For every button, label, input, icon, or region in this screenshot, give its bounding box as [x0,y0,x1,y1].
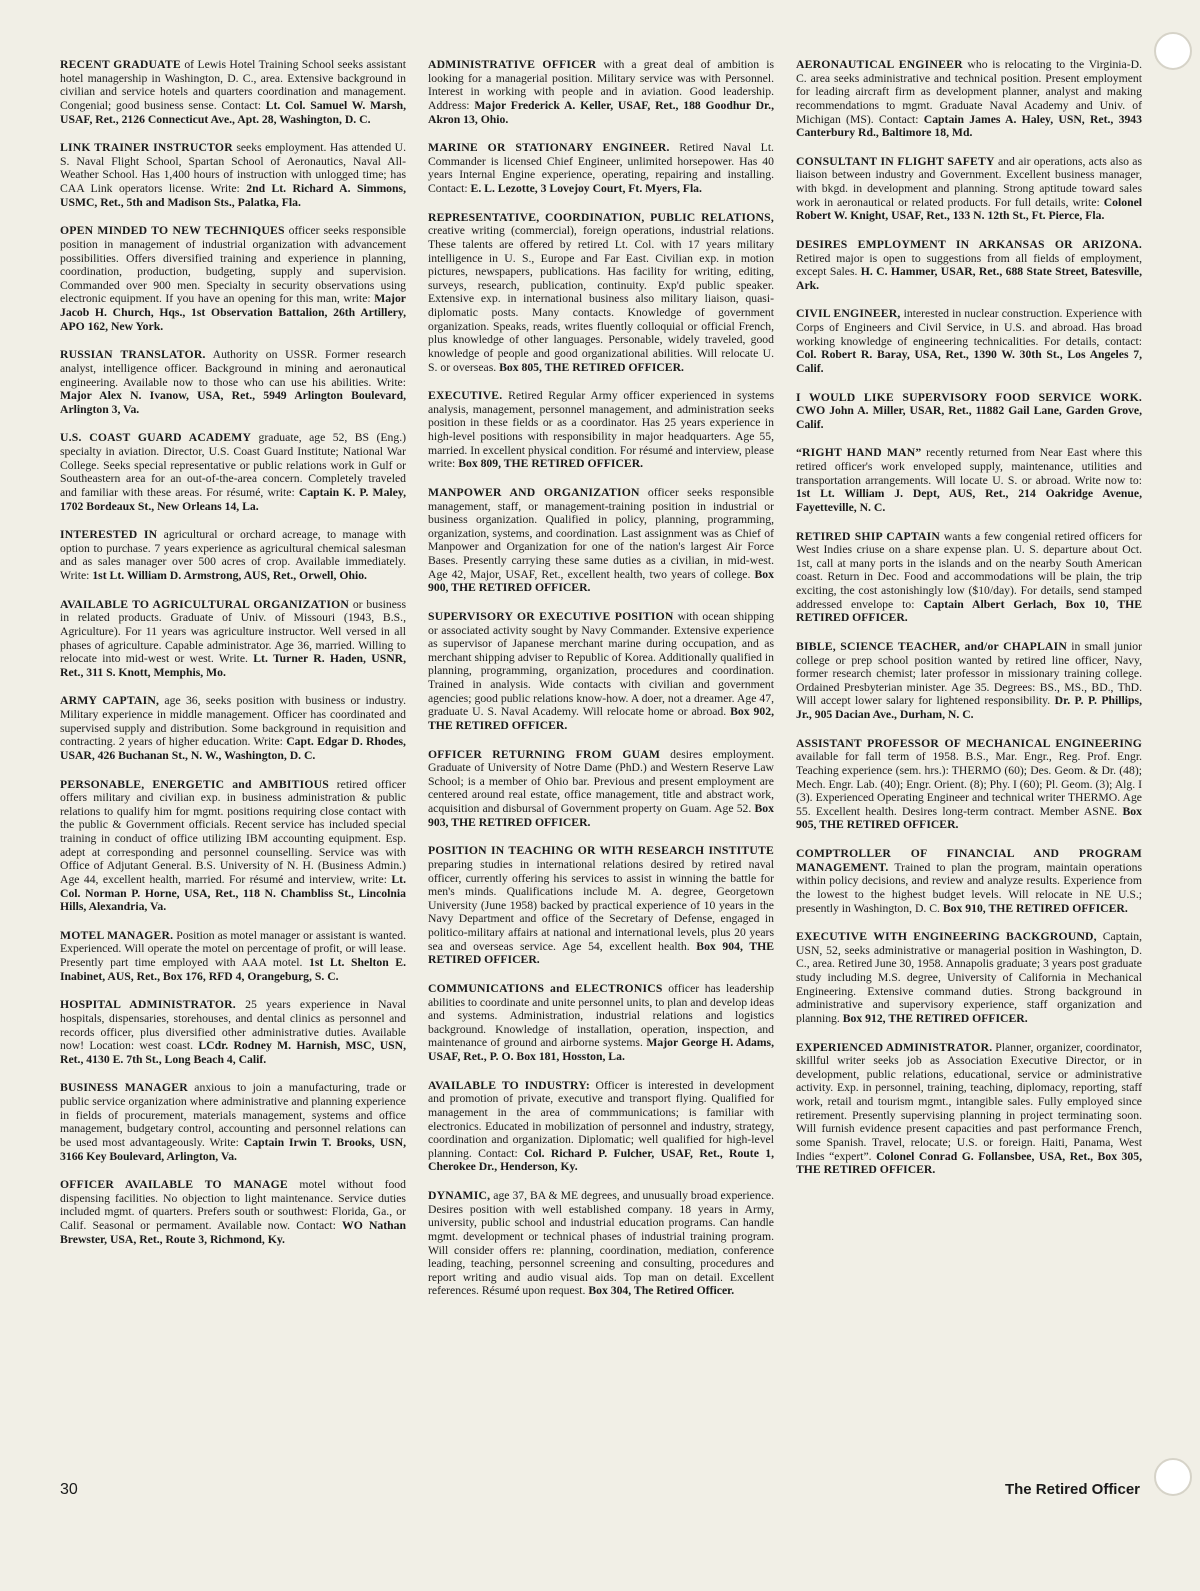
classified-ad [428,58,774,126]
ad-body: interested in nuclear construction. Experience with Corps of Engineers and Civil Service, in U.S. and abroad. Has broad working knowledge of engineering technicalities. For details, contact: [796,307,1142,348]
ad-body: motel without food dispensing facilities. No objection to light maintenance. Service duties included mgmt. of quarters. Prefers south or southwest: Florida, Ga., or Calif. Seasonal or permament. Available now. Contact: [60,1178,406,1232]
ad-body: available for fall term of 1958. B.S., Mar. Engr., Reg. Prof. Engr. Teaching experience (sem. hrs.): THERMO (60); Des. Geom. & Dr. (48); Mech. Engr. Lab. (40); Engr. Orient. (8); Phy. I (60); Pl. Geom. (3); Alg. I (3). Experienced Operating Engineer and technical writer THERMO. Age 55. Excellent health. Desires long-term contract. Member ASNE. [796,750,1142,818]
ad-body: with ocean shipping or associated activity sought by Navy Commander. Extensive experience as supervisor of Japanese merchant marine during occupation, and as merchant shipping adviser to Republic of Korea. Additionally qualified in planning, programming, organization, procedures and coordination. Trained in analysis. Wide contacts with civilian and government agencies; good public relations know-how. A doer, not a dreamer. Age 47, graduate U. S. Naval Academy. Will relocate home or abroad. [428,609,774,719]
classified-ad [796,238,1142,293]
ad-heading: RUSSIAN TRANSLATOR. [60,348,206,362]
classified-ad [60,1081,406,1163]
classified-ad [796,930,1142,1025]
ad-contact: Captain K. P. Maley, 1702 Bordeaux St., New Orleans 14, La. [60,485,406,513]
punch-hole-bottom [1154,1458,1192,1496]
classified-ad [428,982,774,1064]
classified-ad [796,530,1142,625]
ad-contact: Box 304, The Retired Officer. [588,1284,735,1298]
ad-contact: LCdr. Rodney M. Harnish, MSC, USN, Ret., 4130 E. 7th St., Long Beach 4, Calif. [60,1039,406,1066]
classified-ad [796,391,1142,432]
ad-contact: 1st Lt. William J. Dept, AUS, Ret., 214 Oakridge Avenue, Fayetteville, N. C. [796,487,1142,514]
classified-ad [796,58,1142,140]
ad-contact: Box 910, THE RETIRED OFFICER. [942,901,1128,915]
ad-heading: “RIGHT HAND MAN” [796,446,922,460]
classified-ad [796,737,1142,832]
classified-ad [60,598,406,680]
ad-heading: RECENT GRADUATE [60,58,181,71]
ad-heading: LINK TRAINER INSTRUCTOR [60,141,233,155]
ad-body: Officer is interested in development and promotion of private, executive and transport flying. Qualified for management in the area of commmunications; is familiar with electronics. Educated in mobilization of personnel and industry, strategy, coordination and organization. Diplomatic; well qualified for high-level planning. Contact: [428,1078,774,1160]
page-footer [60,1481,1140,1499]
ad-heading: I WOULD LIKE SUPERVISORY FOOD SERVICE WORK. [796,390,1142,404]
ad-body: seeks employment. Has attended U. S. Naval Flight School, Spartan School of Aeronautics, Naval All-Weather School. Has 1,400 hours of instruction with unlogged time; has CAA Link operators license. Write: [60,141,406,195]
ad-heading: AVAILABLE TO AGRICULTURAL ORGANIZATION [60,597,350,611]
ad-body: Retired Naval Lt. Commander is licensed Chief Engineer, unlimited horsepower. Has 40 years Internal Engine experience, operating, repairing and installing. Contact: [428,141,774,195]
punch-hole-top [1154,32,1192,70]
classified-ad [60,141,406,209]
ad-body: officer has leadership abilities to coordinate and unite personnel units, to plan and develop ideas and systems. Administration, industrial relations and logistics background. Knowledge of installation, operation, inspection, and maintenance of ground and airborne systems. [428,981,774,1050]
classified-columns [60,58,1142,1498]
classified-ad [60,431,406,513]
ad-body: in small junior college or prep school position wanted by retired line officer, Navy, former research chemist; later professor in missionary training college. Ordained Presbyterian minister. Age 35. Degrees: BS., MS., BD., ThD. Will accept lower salary for lightened responsibility. [796,639,1142,708]
ad-heading: CONSULTANT IN FLIGHT SAFETY [796,154,995,168]
ad-body: retired officer offers military and civilian exp. in business administration & public relations to qualify him for mgmt. positions requiring close contact with the public & Government officials. Recent service has included special training in conduct of office utilizing IBM accounting equipment. Esp. adept at corresponding and personnel counselling. Service was with Office of Adjutant General. B.S. University of N. H. (Business Admin.) Age 44, excellent health, married. For résumé and interview, write: [60,777,406,886]
ad-heading: EXECUTIVE. [428,389,503,403]
ad-contact: Lt. Turner R. Haden, USNR, Ret., 311 S. Knott, Memphis, Mo. [60,652,406,679]
ad-heading: SUPERVISORY OR EXECUTIVE POSITION [428,609,674,623]
classified-ad [796,155,1142,223]
ad-contact: H. C. Hammer, USAR, Ret., 688 State Street, Batesville, Ark. [796,265,1142,292]
ad-heading: BIBLE, SCIENCE TEACHER, and/or CHAPLAIN [796,639,1068,653]
ad-body: age 37, BA & ME degrees, and unusually broad experience. Desires position with well established company. 18 years in Army, university, public school and industrial education programs. Can handle mgmt. development or technical phases of industrial training program. Will consider offers re: planning, coordination, mediation, conference leading, teaching, personnel screening and consulting, procedures and report writing and audio visual aids. Top man on detail. Excellent references. Résumé upon request. [428,1189,774,1298]
ad-contact: Colonel Conrad G. Follansbee, USA, Ret., Box 305, THE RETIRED OFFICER. [796,1149,1142,1177]
ad-contact: 1st Lt. William D. Armstrong, AUS, Ret., Orwell, Ohio. [92,569,367,582]
ad-contact: WO Nathan Brewster, USA, Ret., Route 3, Richmond, Ky. [60,1219,406,1246]
ad-contact: Captain James A. Haley, USN, Ret., 3943 Canterbury Rd., Baltimore 18, Md. [796,112,1142,140]
ad-contact: CWO John A. Miller, USAR, Ret., 11882 Gail Lane, Garden Grove, Calif. [796,404,1142,431]
column-left [60,58,406,1498]
ad-heading: EXECUTIVE WITH ENGINEERING BACKGROUND, [796,930,1097,944]
classified-ad [428,141,774,196]
ad-heading: AERONAUTICAL ENGINEER [796,58,963,71]
ad-heading: ASSISTANT PROFESSOR OF MECHANICAL ENGINEERING [796,736,1142,750]
ad-body: officer seeks responsible management, staff, or management-training position in industrial or business organization. Qualified in policy, planning, programming, organization, systems, and coordination. Last assignment was as Chief of Manpower and Organization for one of the nation's largest Air Force Bases. Presently carrying these same duties as a civilian, in mid-west. Age 42, Major, USAF, Ret., excellent health, two years of college. [428,485,774,581]
ad-heading: PERSONABLE, ENERGETIC and AMBITIOUS [60,777,330,791]
ad-body: age 36, seeks position with business or industry. Military experience in middle management. Officer has coordinated and supervised supply and distribution. Some background in requisition and contracting. 2 years of higher education. Write: [60,694,406,749]
classified-ad [428,748,774,830]
ad-contact: Box 809, THE RETIRED OFFICER. [458,457,644,471]
classified-ad [428,1189,774,1298]
classified-ad [428,1079,774,1174]
ad-body: Retired major is open to suggestions from all fields of employment, except Sales. [796,251,1142,279]
ad-contact: Box 905, THE RETIRED OFFICER. [796,804,1142,832]
ad-body: preparing studies in international relations desired by retired naval officer, currently offering his services to assist in winning the battle for men's minds. Qualifications include M. A. degree, Georgetown University (June 1958) backed by practical experience of 10 years in the Navy Department and office of the Secretary of Defense, engaged in politico-military affairs at national and international levels, plus 20 years sea and overseas service. Age 54, excellent health. [428,857,774,953]
ad-body: Captain, USN, 52, seeks administrative or managerial position in Washington, D. C., area. Retired June 30, 1958. Annapolis graduate; 3 years post graduate study including M.S. degree, University of California in Mechanical Engineering. Extensive command duties. Strong background in administrative and supervisory experience, staff organization and planning. [796,930,1142,1025]
ad-heading: HOSPITAL ADMINISTRATOR. [60,998,236,1012]
ad-heading: COMMUNICATIONS and ELECTRONICS [428,981,663,995]
ad-heading: ARMY CAPTAIN, [60,694,160,708]
classified-ad [60,998,406,1066]
ad-body: or business in related products. Graduate of Univ. of Missouri (1943, B.S., Agriculture). For 11 years was agriculture instructor. Well versed in all phases of agriculture. Capable administrator. Age 36, married. Willing to relocate into mid-west or west. Write. [60,597,406,666]
ad-body: Retired Regular Army officer experienced in systems analysis, management, personnel management, and administration seeks position in these fields or as a coordinator. Has 25 years experience in high-level positions with responsibility in major headquarters. Age 55, married. In excellent physical condition. For résumé and interview, please write: [428,389,774,471]
classified-ad [428,389,774,471]
ad-heading: U.S. COAST GUARD ACADEMY [60,431,252,445]
ad-contact: 2nd Lt. Richard A. Simmons, USMC, Ret., 5th and Madison Sts., Palatka, Fla. [60,182,406,209]
ad-contact: Major Alex N. Ivanow, USA, Ret., 5949 Arlington Boulevard, Arlington 3, Va. [60,389,406,416]
classified-ad [796,640,1142,722]
classified-ad [796,307,1142,375]
ad-body: with a great deal of ambition is looking for a managerial position. Military service was with Personnel. Interest in working with people and in aviation. Good leadership. Address: [428,58,774,112]
classified-ad [796,847,1142,915]
ad-body: recently returned from Near East where this retired officer's work enveloped supply, maintenance, utilities and transportation arrangements. Will locate U. S. or abroad. Write now to: [796,446,1142,487]
classified-ad [60,348,406,416]
ad-body: Planner, organizer, coordinator, skillful writer seeks job as Association Executive Director, or in development, public relations, educational, service or administrative activity. Exp. in personnel, training, teaching, diplomacy, reporting, staff work, retail and tourism mgmt., intangible sales. Fully employed since retirement. Presently supervising planning in project terminating soon. Will furnish evidence present capacities and past performance French, some Spanish. Travel, relocate; U.S. or foreign. Haiti, Panama, West Indies “expert”. [796,1040,1142,1163]
ad-contact: Col. Richard P. Fulcher, USAF, Ret., Route 1, Cherokee Dr., Henderson, Ky. [428,1146,774,1174]
ad-contact: Colonel Robert W. Knight, USAF, Ret., 133 N. 12th St., Ft. Pierce, Fla. [796,195,1142,223]
page-number: 30 [60,1481,78,1498]
ad-heading: OPEN MINDED TO NEW TECHNIQUES [60,224,285,238]
ad-body: agricultural or orchard acreage, to manage with option to purchase. 7 years experience as agricultural chemical salesman and as sales manager over 500 acres of crop. Available immediately. Write: [60,528,406,582]
classified-ad [60,694,406,762]
ad-contact: 1st Lt. Shelton E. Inabinet, AUS, Ret., Box 176, RFD 4, Orangeburg, S. C. [60,956,406,983]
ad-contact: Major Frederick A. Keller, USAF, Ret., 188 Goodhur Dr., Akron 13, Ohio. [428,98,774,126]
ad-contact: Captain Albert Gerlach, Box 10, THE RETIRED OFFICER. [796,597,1142,625]
ad-contact: Dr. P. P. Phillips, Jr., 905 Dacian Ave., Durham, N. C. [796,694,1142,721]
ad-contact: Major Jacob H. Church, Hqs., 1st Observation Battalion, 26th Artillery, APO 162, New York. [60,292,406,333]
ad-heading: MOTEL MANAGER. [60,928,174,942]
ad-heading: EXPERIENCED ADMINISTRATOR. [796,1040,993,1054]
ad-contact: Box 903, THE RETIRED OFFICER. [428,802,774,829]
ad-body: creative writing (commercial), foreign operations, industrial relations. These talents are offered by retired Lt. Col. with 17 years military intelligence in U. S., Europe and Far East. Civilian exp. in motion pictures, newspapers, publications. Has facility for writing, editing, surveys, research, publication, continuity. Exp'd public speaker. Extensive exp. in international business also military liaison, quasi-diplomatic posts. Many contacts. Knowledge of government organization. Speaks, reads, writes fluently colloquial or official French, plus knowledge of other languages. Personable, widely traveled, good knowledge of people and good organizational abilities. Will relocate U. S. or overseas. [428,224,774,374]
ad-heading: POSITION IN TEACHING OR WITH RESEARCH INSTITUTE [428,844,774,858]
ad-body: Trained to plan the program, maintain operations within policy decisions, and review and analyze results. Experience from the lowest to the highest budget levels. Will relocate in NE U.S.; presently in Washington, D. C. [796,860,1142,915]
ad-body: desires employment. Graduate of University of Notre Dame (PhD.) and Western Reserve Law School; is a member of Ohio bar. Previous and present employment are centered around real estate, office management, title and abstract work, acquisition and disbursal of Government property on Guam. Age 52. [428,747,774,815]
ad-body: Authority on USSR. Former research analyst, intelligence officer. Background in mining and aeronautical engineering. Available now to those who can use his abilities. Write: [60,348,406,389]
classified-ad [60,224,406,333]
classified-ad [60,929,406,984]
ad-contact: Box 912, THE RETIRED OFFICER. [842,1011,1028,1025]
ad-body: of Lewis Hotel Training School seeks assistant hotel managership in Washington, D. C., area. Extensive background in civilian and service hotels and quarters coordination and management. Congenial; good business sense. Contact: [60,58,406,112]
ad-heading: DESIRES EMPLOYMENT IN ARKANSAS OR ARIZONA. [796,237,1142,251]
ad-contact: Lt. Col. Norman P. Horne, USA, Ret., 118 N. Chambliss St., Lincolnia Hills, Alexandria, Va. [60,872,406,914]
classified-ad [428,844,774,967]
classified-ad [60,58,406,126]
classified-ad [796,446,1142,514]
ad-heading: ADMINISTRATIVE OFFICER [428,58,597,71]
ad-contact: Major George H. Adams, USAF, Ret., P. O. Box 181, Hosston, La. [428,1036,774,1063]
ad-heading: BUSINESS MANAGER [60,1081,188,1095]
ad-heading: MANPOWER AND ORGANIZATION [428,485,640,499]
ad-body: wants a few congenial retired officers for West Indies criuse on a share expense plan. U. S. departure about Oct. 1st, call at many ports in the islands and on the nearby South American coast. Return in Dec. Food and accommodations will be plain, the trip exciting, the cost astonishingly low ($10/day). For details, send stamped addressed envelope to: [796,529,1142,611]
ad-heading: OFFICER AVAILABLE TO MANAGE [60,1178,288,1192]
ad-contact: Lt. Col. Samuel W. Marsh, USAF, Ret., 2126 Connecticut Ave., Apt. 28, Washington, D. C. [60,98,406,126]
ad-contact: Capt. Edgar D. Rhodes, USAR, 426 Buchanan St., N. W., Washington, D. C. [60,735,406,762]
ad-body: and air operations, acts also as liaison between industry and Government. Excellent business manager, with bkgd. in development and planning. Strong aptitude toward sales work in aeronautical or related products. For full details, write: [796,154,1142,209]
ad-heading: DYNAMIC, [428,1189,491,1202]
ad-contact: Box 900, THE RETIRED OFFICER. [428,567,774,595]
ad-heading: INTERESTED IN [60,528,158,542]
ad-body: Position as motel manager or assistant is wanted. Experienced. Will operate the motel on percentage of profit, or will lease. Presently part time employed with AAA motel. [60,928,406,969]
column-middle [428,58,774,1498]
ad-contact: E. L. Lezotte, 3 Lovejoy Court, Ft. Myers, Fla. [470,182,702,195]
ad-heading: AVAILABLE TO INDUSTRY: [428,1078,590,1092]
ad-heading: OFFICER RETURNING FROM GUAM [428,747,661,761]
ad-heading: CIVIL ENGINEER, [796,307,901,321]
ad-body: anxious to join a manufacturing, trade or public service organization where administrative and planning experience in fields of procurement, materials management, systems and office management, budgetary control, accounting and personnel relations can be used most advantageously. Write: [60,1081,406,1149]
classified-ad [428,486,774,595]
ad-contact: Box 904, THE RETIRED OFFICER. [428,939,774,967]
classified-ad [60,528,406,583]
classified-ad [428,610,774,733]
classified-ad [796,1041,1142,1177]
column-right [796,58,1142,1498]
ad-heading: RETIRED SHIP CAPTAIN [796,529,940,543]
ad-contact: Box 805, THE RETIRED OFFICER. [499,360,684,374]
ad-contact: Col. Robert R. Baray, USA, Ret., 1390 W. 30th St., Los Angeles 7, Calif. [796,348,1142,375]
ad-body: officer seeks responsible position in management of industrial organization with advancement possibilities. Offers diversified training and experience in planning, coordination, production, budgeting, supply and supervision. Commanded over 900 men. Specialty in security observations using electronic equipment. If you have an opening for this man, write: [60,224,406,306]
ad-contact: Captain Irwin T. Brooks, USN, 3166 Key Boulevard, Arlington, Va. [60,1135,406,1163]
ad-heading: REPRESENTATIVE, COORDINATION, PUBLIC RELATIONS, [428,210,774,224]
classified-ad [60,778,406,914]
ad-body: graduate, age 52, BS (Eng.) specialty in aviation. Director, U.S. Coast Guard Institute; National War College. Seeks special representative or public relations work in Gulf or Southeastern area for an out-of-the-area concern. Completely traveled and familiar with these areas. For résumé, write: [60,431,406,499]
ad-body: 25 years experience in Naval hospitals, dispensaries, storehouses, and dental clinics as personnel and records officer, plus diversified other administrative duties. Available now! Location: west coast. [60,998,406,1053]
ad-contact: Box 902, THE RETIRED OFFICER. [428,705,774,732]
classified-ad [60,1178,406,1246]
ad-body: who is relocating to the Virginia-D. C. area seeks administrative and technical position. Present employment for leading aircraft firm as development planner, analyst and making recommendations to mgmt. Graduate Naval Academy and Univ. of Michigan (MS). Contact: [796,58,1142,126]
ad-heading: COMPTROLLER OF FINANCIAL AND PROGRAM MANAGEMENT. [796,847,1142,874]
publication-name: The Retired Officer [1004,1481,1140,1498]
ad-heading: MARINE OR STATIONARY ENGINEER. [428,141,670,155]
classified-ad [428,211,774,375]
